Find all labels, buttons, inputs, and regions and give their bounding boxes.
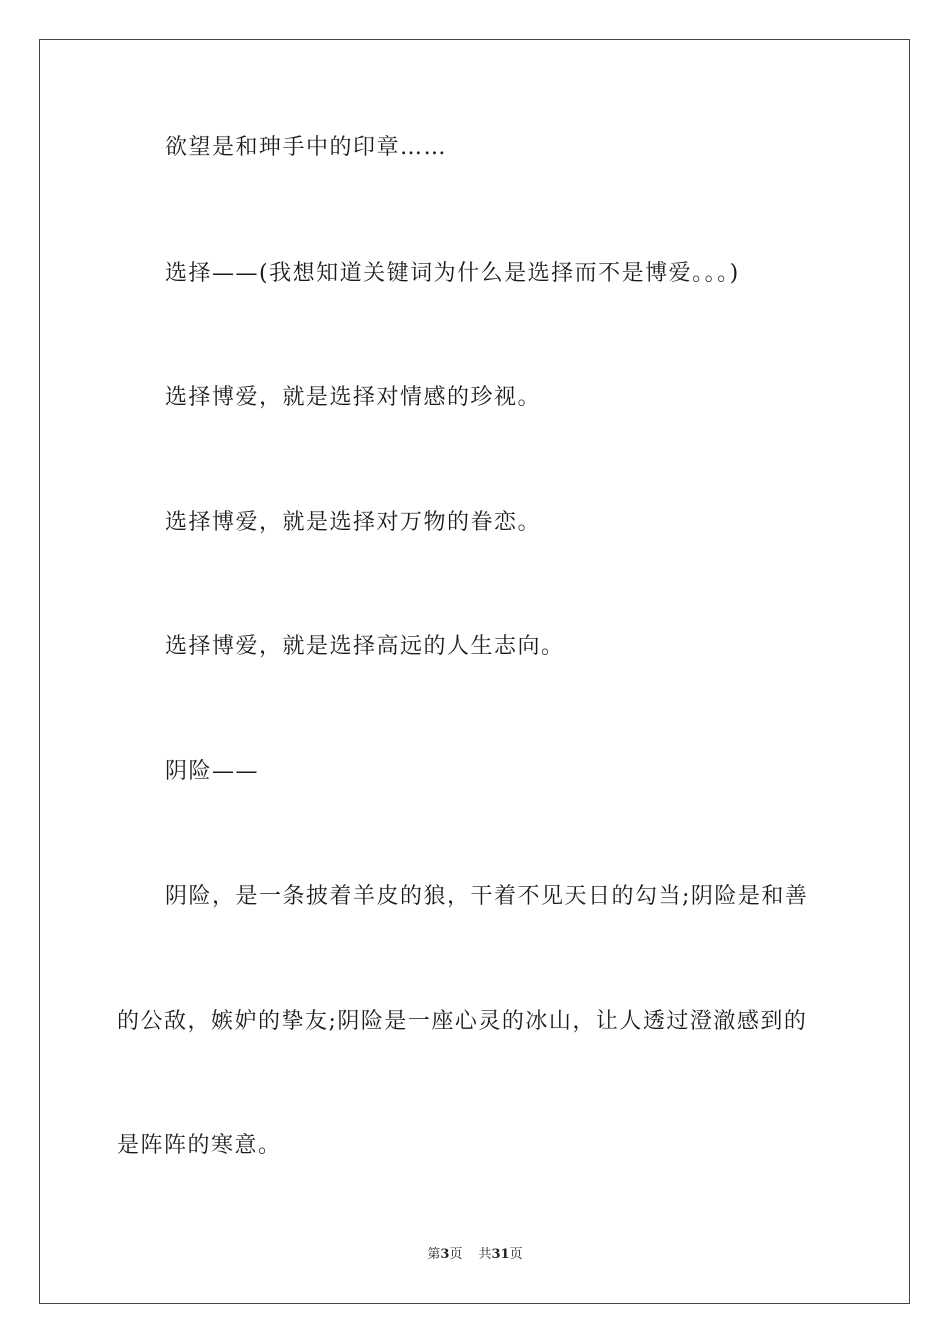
total-pages: 31 (491, 1247, 510, 1262)
paragraph-line: 欲望是和珅手中的印章…… (165, 135, 448, 160)
paragraph-line: 选择博爱，就是选择对情感的珍视。 (165, 385, 542, 410)
page-footer (0, 1246, 950, 1264)
total-prefix: 共 (478, 1247, 492, 1262)
page-prefix: 第 (427, 1247, 441, 1262)
paragraph-line: 选择博爱，就是选择对万物的眷恋。 (165, 510, 542, 535)
paragraph-line: 选择——(我想知道关键词为什么是选择而不是博爱。。。) (165, 261, 740, 286)
paragraph-line: 的公敌，嫉妒的挚友;阴险是一座心灵的冰山，让人透过澄澈感到的 (117, 1009, 808, 1034)
paragraph-line: 阴险，是一条披着羊皮的狼，干着不见天日的勾当;阴险是和善 (165, 884, 809, 909)
page-number: 3 (440, 1247, 450, 1262)
page-suffix: 页 (449, 1247, 463, 1262)
paragraph-line: 选择博爱，就是选择高远的人生志向。 (165, 634, 565, 659)
paragraph-line: 阴险—— (165, 759, 260, 784)
paragraph-line: 是阵阵的寒意。 (117, 1133, 282, 1158)
page-border (39, 39, 910, 1304)
total-suffix: 页 (509, 1247, 523, 1262)
